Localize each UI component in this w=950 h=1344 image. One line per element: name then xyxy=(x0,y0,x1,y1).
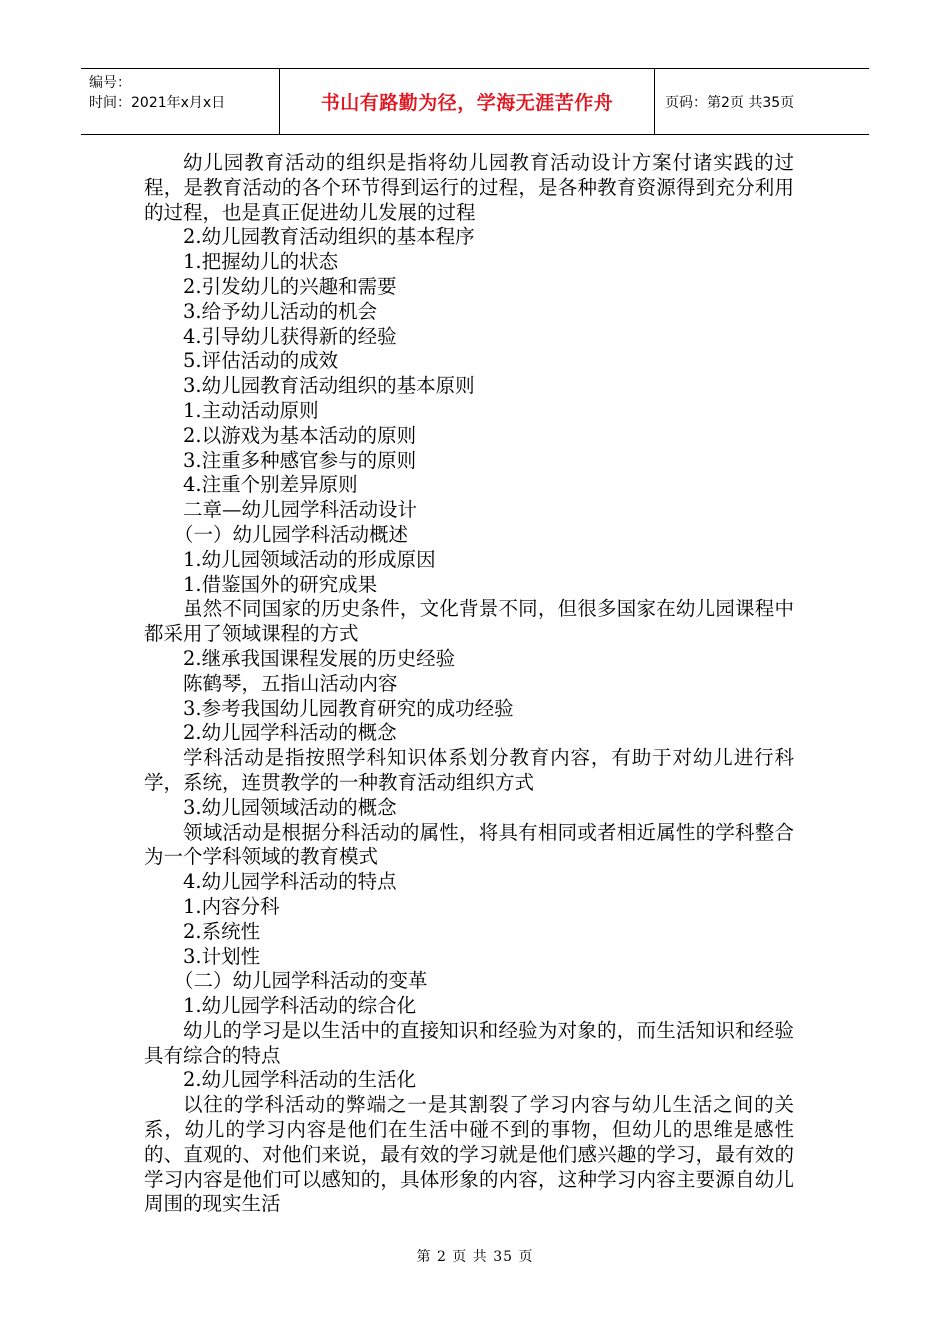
body-paragraph: 幼儿园教育活动的组织是指将幼儿园教育活动设计方案付诸实践的过程，是教育活动的各个环节得到运行的过程，是各种教育资源得到充分利用的过程，也是真正促进幼儿发展的过程 xyxy=(144,151,794,224)
list-item: 1.把握幼儿的状态 xyxy=(183,250,339,274)
body-paragraph: 以往的学科活动的弊端之一是其割裂了学习内容与幼儿生活之间的关系，幼儿的学习内容是他们在生活中碰不到的事物，但幼儿的思维是感性的、直观的、对他们来说，最有效的学习就是他们感兴趣的学习，最有效的学习内容是他们可以感知的，具体形象的内容，这种学习内容主要源自幼儿周围的现实生活 xyxy=(144,1093,794,1216)
list-item: 4.引导幼儿获得新的经验 xyxy=(183,324,397,348)
header-meta xyxy=(81,69,280,134)
list-item: 4.注重个别差异原则 xyxy=(183,473,358,497)
list-item: 2.系统性 xyxy=(183,919,261,943)
list-item: 1.借鉴国外的研究成果 xyxy=(183,572,378,596)
list-item: 3.计划性 xyxy=(183,944,261,968)
list-item: 3.给予幼儿活动的机会 xyxy=(183,299,378,323)
list-item: 2.以游戏为基本活动的原则 xyxy=(183,423,417,447)
document-body xyxy=(144,151,794,1217)
list-item: 3.注重多种感官参与的原则 xyxy=(183,448,417,472)
list-item: 2.引发幼儿的兴趣和需要 xyxy=(183,274,397,298)
page-header xyxy=(81,68,869,135)
body-paragraph: 幼儿的学习是以生活中的直接知识和经验为对象的，而生活知识和经验具有综合的特点 xyxy=(144,1018,794,1067)
section-heading: （一）幼儿园学科活动概述 xyxy=(174,522,409,546)
list-item: 4.幼儿园学科活动的特点 xyxy=(183,870,397,894)
body-paragraph: 学科活动是指按照学科知识体系划分教育内容，有助于对幼儿进行科学，系统，连贯教学的一种教育活动组织方式 xyxy=(144,746,794,794)
section-heading: （二）幼儿园学科活动的变革 xyxy=(174,969,428,993)
body-paragraph: 虽然不同国家的历史条件，文化背景不同，但很多国家在幼儿园课程中都采用了领域课程的方式 xyxy=(144,597,794,646)
list-item: 2.继承我国课程发展的历史经验 xyxy=(183,646,456,670)
list-item: 1.主动活动原则 xyxy=(183,398,319,422)
page-footer: 第 2 页 共 35 页 xyxy=(416,1249,534,1265)
list-item: 陈鹤琴，五指山活动内容 xyxy=(183,671,398,695)
list-item: 2.幼儿园教育活动组织的基本程序 xyxy=(183,225,475,249)
list-item: 5.评估活动的成效 xyxy=(183,349,339,373)
list-item: 2.幼儿园学科活动的生活化 xyxy=(183,1068,417,1092)
document-number-label: 编号： xyxy=(89,75,131,91)
list-item: 1.幼儿园学科活动的综合化 xyxy=(183,994,417,1018)
header-motto: 书山有路勤为径，学海无涯苦作舟 xyxy=(280,69,655,134)
list-item: 3.参考我国幼儿园教育研究的成功经验 xyxy=(183,696,514,720)
body-paragraph: 领域活动是根据分科活动的属性，将具有相同或者相近属性的学科整合为一个学科领域的教育模式 xyxy=(144,820,794,869)
list-item: 3.幼儿园领域活动的概念 xyxy=(183,795,397,819)
list-item: 1.内容分科 xyxy=(183,894,280,918)
list-item: 1.幼儿园领域活动的形成原因 xyxy=(183,547,436,571)
document-time-label: 时间：2021年x月x日 xyxy=(89,95,226,111)
list-item: 二章—幼儿园学科活动设计 xyxy=(183,498,418,522)
list-item: 3.幼儿园教育活动组织的基本原则 xyxy=(183,374,475,398)
header-page-info: 页码：第2页 共35页 xyxy=(665,94,795,111)
list-item: 2.幼儿园学科活动的概念 xyxy=(183,721,397,745)
